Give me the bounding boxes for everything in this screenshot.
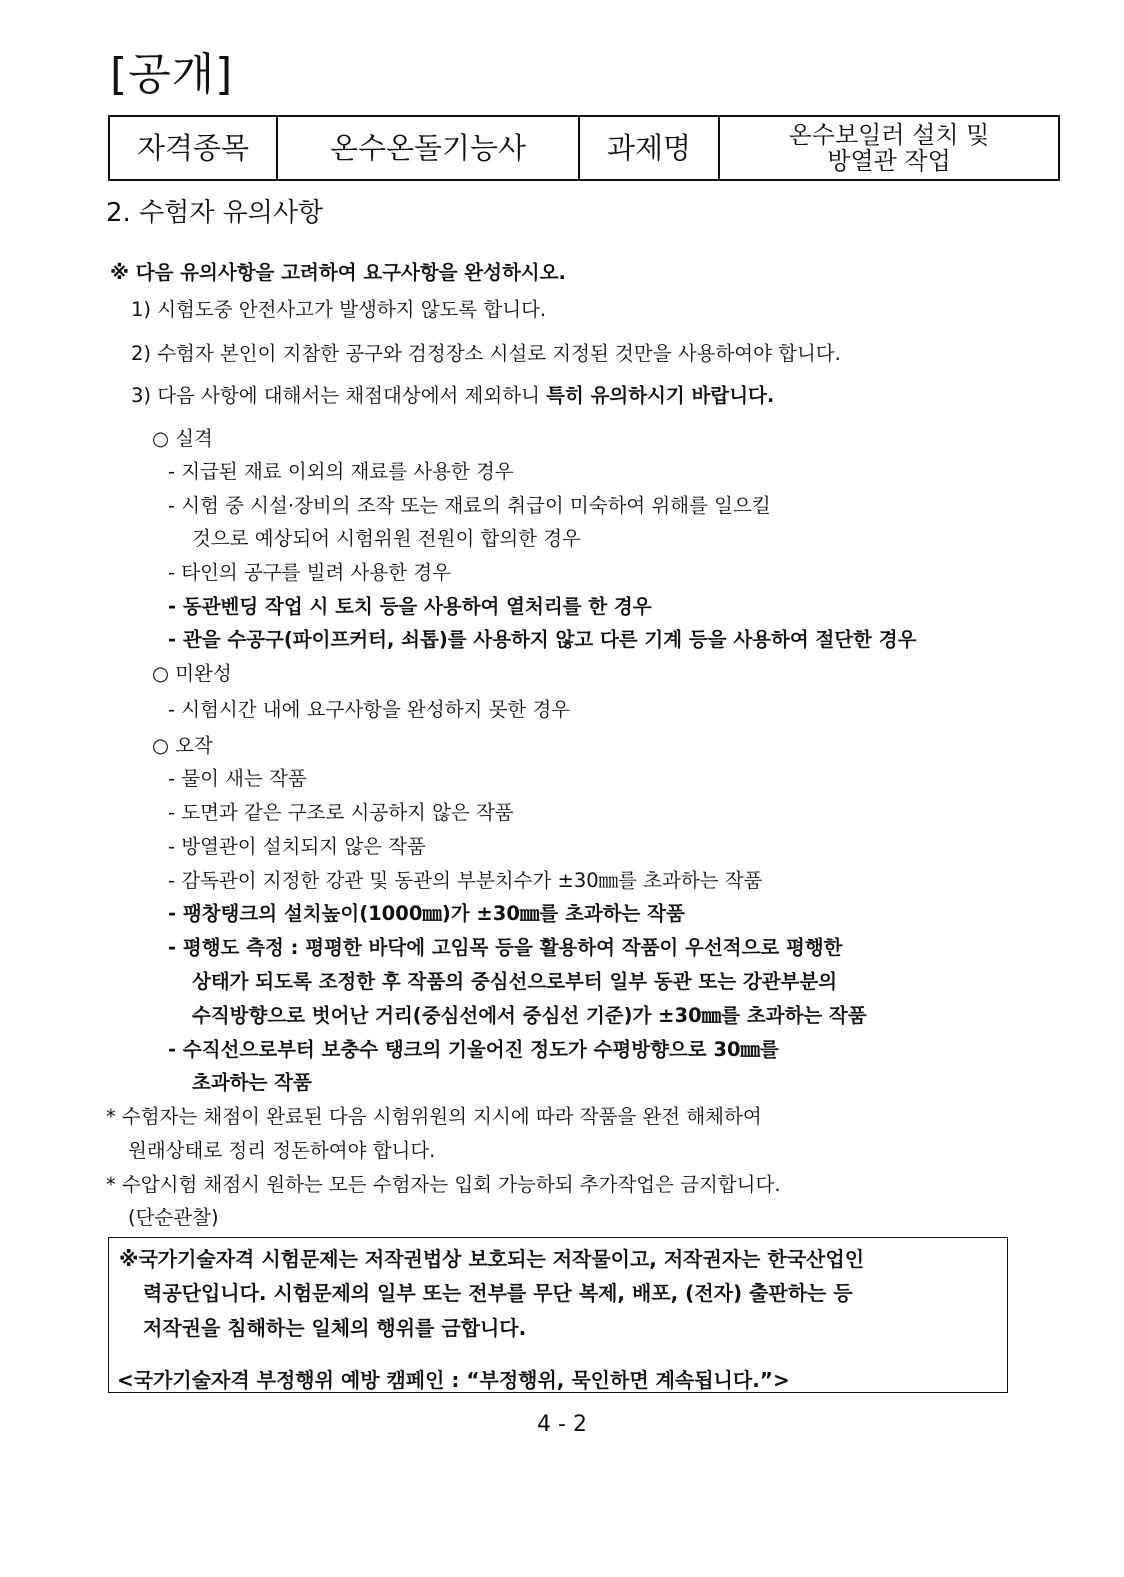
misassembly-heading: ○ 오작: [152, 734, 213, 757]
item-1: 1) 시험도중 안전사고가 발생하지 않도록 합니다.: [131, 298, 547, 321]
disqualify-item: - 시험 중 시설·장비의 조작 또는 재료의 취급이 미숙하여 위해를 일으킬: [168, 494, 771, 517]
disqualify-item-continued: 것으로 예상되어 시험위원 전원이 합의한 경우: [192, 527, 581, 550]
item-2: 2) 수험자 본인이 지참한 공구와 검정장소 시설로 지정된 것만을 사용하여야 합니다.: [131, 342, 841, 365]
campaign-text: <국가기술자격 부정행위 예방 캠페인 : “부정행위, 묵인하면 계속됩니다.”>: [117, 1368, 790, 1392]
item-3-emphasis: 특히 유의하시기 바랍니다.: [546, 384, 775, 407]
section-title: 2. 수험자 유의사항: [106, 198, 324, 228]
field-value-cell: 온수온돌기능사: [277, 116, 579, 180]
misassembly-item: - 수직선으로부터 보충수 탱크의 기울어진 정도가 수평방향으로 30㎜를: [168, 1038, 779, 1061]
task-value-line1: 온수보일러 설치 및: [788, 120, 990, 149]
page-number: 4 - 2: [537, 1412, 587, 1437]
incomplete-heading: ○ 미완성: [152, 662, 232, 685]
note-item-continued: 원래상태로 정리 정돈하여야 합니다.: [128, 1139, 436, 1162]
disqualify-item: - 관을 수공구(파이프커터, 쇠톱)를 사용하지 않고 다른 기계 등을 사용하여 절단한 경우: [168, 628, 917, 651]
disclosure-label: [공개]: [110, 49, 234, 100]
copyright-line-3: 저작권을 침해하는 일체의 행위를 금합니다.: [143, 1316, 527, 1340]
misassembly-item: - 도면과 같은 구조로 시공하지 않은 작품: [168, 801, 514, 824]
intro-text: ※ 다음 유의사항을 고려하여 요구사항을 완성하시오.: [110, 261, 566, 284]
item-3: [131, 380, 774, 408]
task-value-line2: 방열관 작업: [827, 147, 951, 175]
item-3-text: 3) 다음 사항에 대해서는 채점대상에서 제외하니: [131, 384, 547, 407]
misassembly-item: - 방열관이 설치되지 않은 작품: [168, 835, 426, 858]
misassembly-item: - 물이 새는 작품: [168, 767, 307, 790]
note-item: * 수험자는 채점이 완료된 다음 시험위원의 지시에 따라 작품을 완전 해체하여: [106, 1105, 762, 1128]
misassembly-item-continued: 상태가 되도록 조정한 후 작품의 중심선으로부터 일부 동관 또는 강관부분의: [192, 970, 838, 993]
note-item: * 수압시험 채점시 원하는 모든 수험자는 입회 가능하되 추가작업은 금지합니다.: [106, 1173, 781, 1196]
misassembly-item-continued: 초과하는 작품: [192, 1071, 312, 1094]
copyright-line-2: 력공단입니다. 시험문제의 일부 또는 전부를 무단 복제, 배포, (전자) 출판하는 등: [143, 1281, 853, 1305]
title-table: [108, 115, 1060, 181]
incomplete-item: - 시험시간 내에 요구사항을 완성하지 못한 경우: [168, 698, 571, 721]
misassembly-item: - 팽창탱크의 설치높이(1000㎜)가 ±30㎜를 초과하는 작품: [168, 902, 685, 925]
misassembly-item: - 평행도 측정 : 평평한 바닥에 고임목 등을 활용하여 작품이 우선적으로 평행한: [168, 936, 843, 959]
misassembly-item-continued: 수직방향으로 벗어난 거리(중심선에서 중심선 기준)가 ±30㎜를 초과하는 작품: [192, 1004, 867, 1027]
copyright-notice-box: [108, 1237, 1008, 1393]
note-item-continued: (단순관찰): [128, 1206, 219, 1229]
disqualify-item: - 동관벤딩 작업 시 토치 등을 사용하여 열처리를 한 경우: [168, 595, 652, 618]
disqualify-heading: ○ 실격: [152, 427, 213, 450]
field-label-cell: 자격종목: [109, 116, 277, 180]
task-label-cell: 과제명: [579, 116, 719, 180]
copyright-line-1: ※국가기술자격 시험문제는 저작권법상 보호되는 저작물이고, 저작권자는 한국산업인: [119, 1247, 865, 1271]
misassembly-item: - 감독관이 지정한 강관 및 동관의 부분치수가 ±30㎜를 초과하는 작품: [168, 869, 763, 892]
disqualify-item: - 타인의 공구를 빌려 사용한 경우: [168, 561, 451, 584]
disqualify-item: - 지급된 재료 이외의 재료를 사용한 경우: [168, 460, 514, 483]
task-value-cell: [719, 116, 1059, 180]
